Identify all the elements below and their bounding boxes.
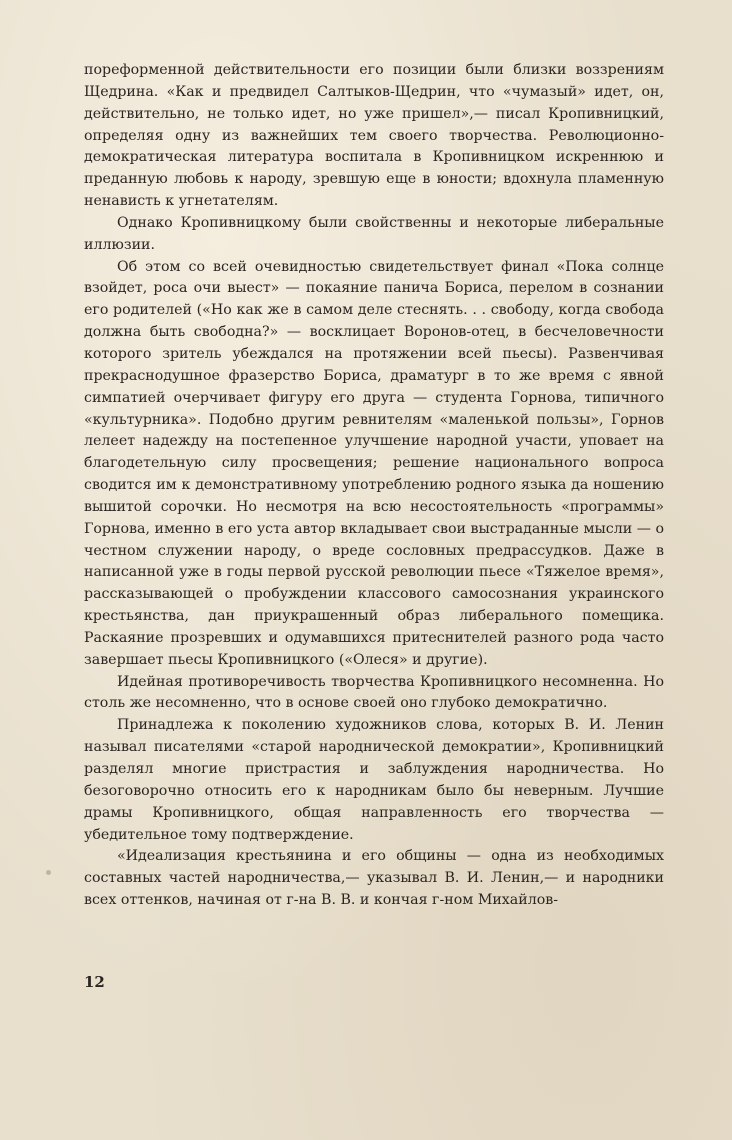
paragraph-6: «Идеализация крестьянина и его общины — одна из необходимых составных частей народничества,— указывал В. И. Ленин,— и народники всех оттенков, начиная от г-на В. В. и кончая г-ном Михайлов-	[84, 848, 664, 909]
body-text	[84, 60, 664, 912]
paragraph-3: Об этом со всей очевидностью свидетельствует финал «Пока солнце взойдет, роса очи выест» — покаяние панича Бориса, перелом в сознании его родителей («Но как же в самом деле стеснять. . . свободу, когда свобода должна быть свободна?» — восклицает Воронов-отец, в бесчеловечности которого зритель убеждался на протяжении всей пьесы). Развенчивая прекраснодушное фразерство Бориса, драматург в то же время с явной симпатией очерчивает фигуру его друга — студента Горнова, типичного «культурника». Подобно другим ревнителям «маленькой пользы», Горнов лелеет надежду на постепенное улучшение народной участи, уповает на благодетельную силу просвещения; решение национального вопроса сводится им к демонстративному употреблению родного языка да ношению вышитой сорочки. Но несмотря на всю несостоятельность «программы» Горнова, именно в его уста автор вкладывает свои выстраданные мысли — о честном служении народу, о вреде сословных предрассудков. Даже в написанной уже в годы первой русской революции пьесе «Тяжелое время», рассказывающей о пробуждении классового самосознания украинского крестьянства, дан приукрашенный образ либерального помещика. Раскаяние прозревших и одумавшихся притеснителей разного рода часто завершает пьесы Кропивницкого («Олеся» и другие).	[84, 258, 664, 668]
page-number: 12	[84, 973, 105, 991]
paper-spot	[46, 870, 51, 875]
paragraph-5: Принадлежа к поколению художников слова, которых В. И. Ленин называл писателями «старой народнической демократии», Кропивницкий разделял многие пристрастия и заблуждения народничества. Но безоговорочно относить его к народникам было бы неверным. Лучшие драмы Кропивницкого, общая направленность его творчества — убедительное тому подтверждение.	[84, 717, 664, 843]
paragraph-2: Однако Кропивницкому были свойственны и некоторые либеральные иллюзии.	[84, 214, 664, 253]
paragraph-4: Идейная противоречивость творчества Кропивницкого несомненна. Но столь же несомненно, что в основе своей оно глубоко демократично.	[84, 673, 664, 712]
paragraph-1: пореформенной действительности его позиции были близки воззрениям Щедрина. «Как и предвидел Салтыков-Щедрин, что «чумазый» идет, он, действительно, не только идет, но уже пришел»,— писал Кропивницкий, определяя одну из важнейших тем своего творчества. Революционно-демократическая литература воспитала в Кропивницком искреннюю и преданную любовь к народу, зревшую еще в юности; вдохнула пламенную ненависть к угнетателям.	[84, 62, 664, 210]
